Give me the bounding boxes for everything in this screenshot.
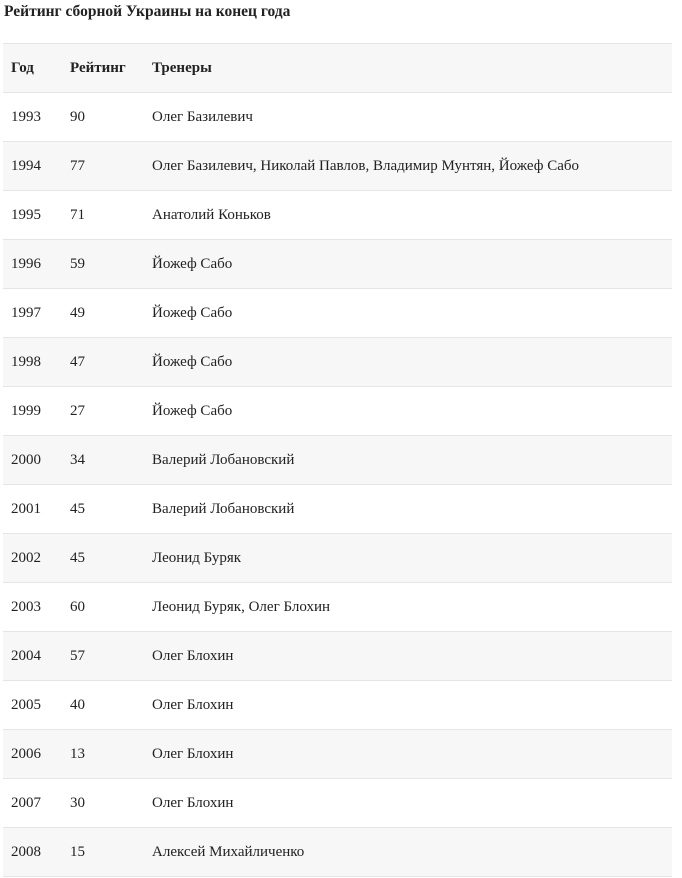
table-row <box>3 289 672 338</box>
cell-year: 2007 <box>3 779 62 828</box>
cell-coaches: Йожеф Сабо <box>144 338 672 387</box>
table-header <box>3 44 672 93</box>
table-row <box>3 828 672 877</box>
cell-year: 1999 <box>3 387 62 436</box>
cell-rating: 45 <box>62 485 144 534</box>
table-row <box>3 240 672 289</box>
rating-table <box>3 43 672 877</box>
table-row <box>3 632 672 681</box>
cell-rating: 40 <box>62 681 144 730</box>
table-row <box>3 191 672 240</box>
header-year: Год <box>3 44 62 93</box>
cell-year: 2008 <box>3 828 62 877</box>
cell-coaches: Леонид Буряк, Олег Блохин <box>144 583 672 632</box>
table-row <box>3 681 672 730</box>
cell-rating: 57 <box>62 632 144 681</box>
cell-rating: 60 <box>62 583 144 632</box>
header-rating: Рейтинг <box>62 44 144 93</box>
cell-rating: 49 <box>62 289 144 338</box>
table-row <box>3 436 672 485</box>
cell-year: 2002 <box>3 534 62 583</box>
table-row <box>3 485 672 534</box>
cell-coaches: Леонид Буряк <box>144 534 672 583</box>
table-row <box>3 93 672 142</box>
cell-year: 2000 <box>3 436 62 485</box>
cell-rating: 13 <box>62 730 144 779</box>
cell-year: 1997 <box>3 289 62 338</box>
cell-rating: 90 <box>62 93 144 142</box>
cell-rating: 27 <box>62 387 144 436</box>
table-caption: Рейтинг сборной Украины на конец года <box>4 3 291 20</box>
header-row <box>3 44 672 93</box>
cell-year: 1995 <box>3 191 62 240</box>
header-coaches: Тренеры <box>144 44 672 93</box>
table-body <box>3 93 672 877</box>
cell-coaches: Олег Блохин <box>144 681 672 730</box>
cell-coaches: Олег Базилевич <box>144 93 672 142</box>
cell-year: 2001 <box>3 485 62 534</box>
cell-rating: 71 <box>62 191 144 240</box>
cell-rating: 59 <box>62 240 144 289</box>
cell-coaches: Олег Блохин <box>144 779 672 828</box>
table-row <box>3 142 672 191</box>
cell-year: 1996 <box>3 240 62 289</box>
cell-coaches: Анатолий Коньков <box>144 191 672 240</box>
table-row <box>3 387 672 436</box>
cell-year: 2006 <box>3 730 62 779</box>
cell-rating: 45 <box>62 534 144 583</box>
cell-coaches: Йожеф Сабо <box>144 289 672 338</box>
cell-coaches: Олег Блохин <box>144 730 672 779</box>
table-row <box>3 534 672 583</box>
cell-rating: 15 <box>62 828 144 877</box>
cell-year: 2003 <box>3 583 62 632</box>
cell-rating: 77 <box>62 142 144 191</box>
table-row <box>3 338 672 387</box>
cell-year: 2004 <box>3 632 62 681</box>
cell-year: 1998 <box>3 338 62 387</box>
cell-coaches: Йожеф Сабо <box>144 387 672 436</box>
cell-rating: 34 <box>62 436 144 485</box>
table-row <box>3 583 672 632</box>
table-row <box>3 730 672 779</box>
cell-coaches: Валерий Лобановский <box>144 485 672 534</box>
cell-year: 1994 <box>3 142 62 191</box>
cell-coaches: Алексей Михайличенко <box>144 828 672 877</box>
cell-coaches: Йожеф Сабо <box>144 240 672 289</box>
cell-year: 2005 <box>3 681 62 730</box>
cell-rating: 47 <box>62 338 144 387</box>
cell-coaches: Олег Базилевич, Николай Павлов, Владимир Мунтян, Йожеф Сабо <box>144 142 672 191</box>
table-row <box>3 779 672 828</box>
cell-year: 1993 <box>3 93 62 142</box>
cell-coaches: Олег Блохин <box>144 632 672 681</box>
cell-coaches: Валерий Лобановский <box>144 436 672 485</box>
cell-rating: 30 <box>62 779 144 828</box>
